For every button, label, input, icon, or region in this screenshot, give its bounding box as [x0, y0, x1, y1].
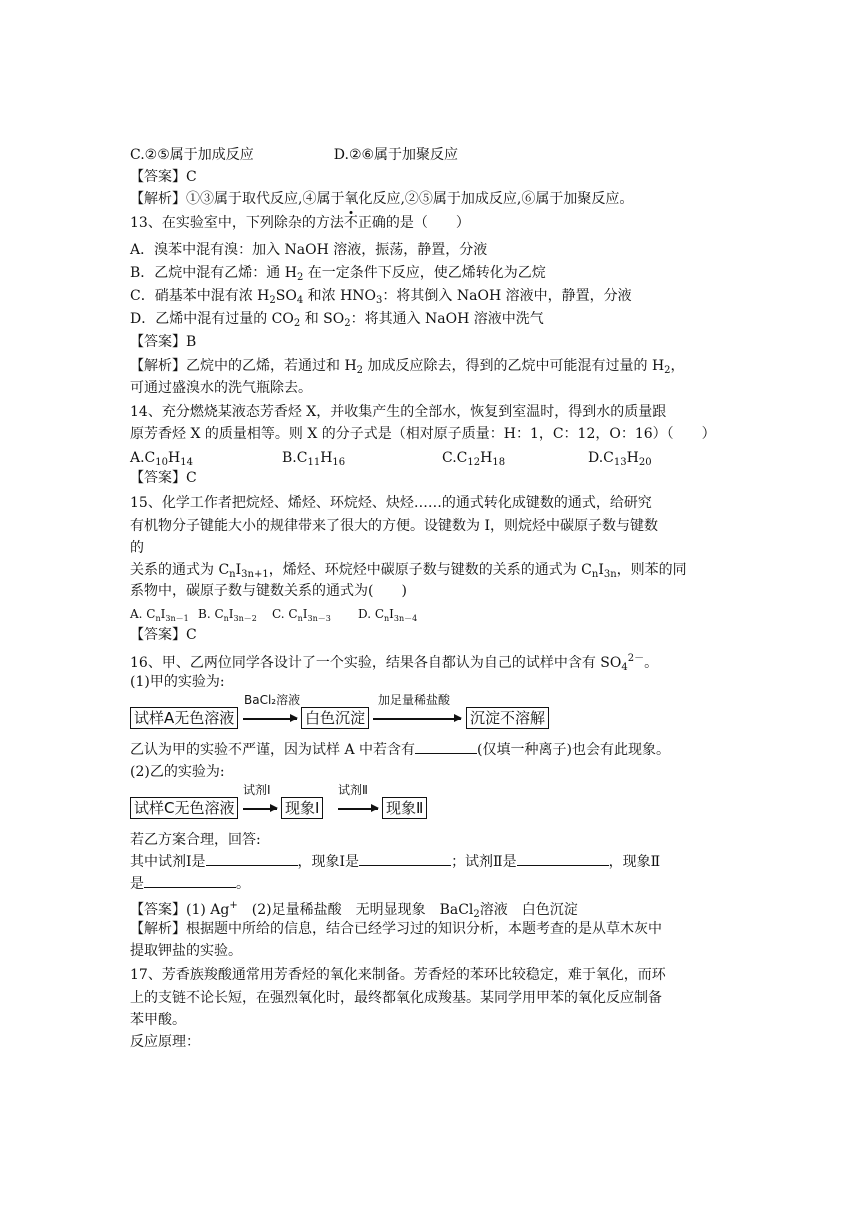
- q16-q-is: 是: [130, 876, 144, 892]
- q16-stem-end: 。: [644, 655, 659, 671]
- q16-q-end: 。: [236, 876, 250, 892]
- q17-stem-line2: 上的支链不论长短，在强烈氧化时，最终都氧化成羧基。某同学用甲苯的氧化反应制备: [130, 990, 662, 1006]
- flow2-arrow2-label: 试剂Ⅱ: [338, 783, 368, 797]
- q15-d-i: I: [389, 607, 394, 621]
- q13-analysis-mid: 加成反应除去，得到的乙烷中可能混有过量的 H: [363, 358, 665, 374]
- q14-answer: 【答案】C: [130, 470, 197, 486]
- q16-q-reagent1: 其中试剂Ⅰ是: [130, 854, 206, 870]
- q16-q-reagent2: ；试剂Ⅱ是: [451, 854, 517, 870]
- q14-b-s1: 11: [307, 457, 321, 468]
- q14-d-s1: 13: [613, 457, 627, 468]
- q15-b-n: n: [223, 614, 229, 623]
- q14-option-c: [442, 447, 505, 474]
- q14-option-b: [282, 447, 345, 474]
- flow1-box-sample: 试样A无色溶液: [130, 707, 238, 729]
- q15-l4-mid: ，烯烃、环烷烃中碳原子数与键数的关系的通式为 C: [268, 562, 592, 578]
- q14-option-d: [588, 447, 652, 474]
- q15-answer: 【答案】C: [130, 627, 197, 643]
- q13-d-text: D．乙烯中混有过量的 CO: [130, 311, 294, 327]
- q16-q-phenomenon2: ，现象Ⅱ: [608, 854, 661, 870]
- q14-c-h: H: [480, 450, 493, 466]
- q14-stem-line1: 14、充分燃烧某液态芳香烃 X，并收集产生的全部水，恢复到室温时，得到水的质量跟: [130, 404, 667, 420]
- q13-b-text: B．乙烷中混有乙烯：通 H: [130, 265, 297, 281]
- q14-stem-line2: 原芳香烃 X 的质量相等。则 X 的分子式是（相对原子质量：H：1，C：12，O：16）（ ）: [130, 426, 716, 442]
- q13-analysis-sub1: 2: [356, 365, 364, 376]
- q12-options: [130, 144, 458, 166]
- q14-a-c: A.C: [130, 450, 156, 466]
- q12-answer: 【答案】C: [130, 169, 197, 185]
- q13-b-sub: 2: [296, 272, 304, 283]
- q15-l4-i1: I: [235, 562, 242, 578]
- q15-a-n: n: [155, 614, 161, 623]
- q16-answer-text: 【答案】(1) Ag: [130, 902, 230, 918]
- q15-stem-line2: 有机物分子键能大小的规律带来了很大的方便。设键数为 I，则烷烃中碳原子数与键数: [130, 518, 658, 534]
- q13-stem-text: 13、在实验室中，下列除杂的方法: [130, 215, 344, 231]
- q15-l4-text: 关系的通式为 C: [130, 562, 230, 578]
- q14-d-s2: 20: [638, 457, 652, 468]
- flow1-box-result: 沉淀不溶解: [466, 707, 549, 729]
- q14-c-s2: 18: [492, 457, 506, 468]
- q15-stem-line5: 系物中，碳原子数与键数关系的通式为( ): [130, 583, 407, 599]
- q12-analysis: 【解析】①③属于取代反应,④属于氧化反应,②⑤属于加成反应,⑥属于加聚反应。: [130, 191, 634, 207]
- flow2-box-phenomenon1: 现象Ⅰ: [281, 797, 323, 819]
- flow2-box-sample: 试样C无色溶液: [130, 797, 238, 819]
- flow1-box-precipitate: 白色沉淀: [301, 707, 369, 729]
- q13-c-sub3: 3: [376, 295, 383, 306]
- flow1-arrow2-label: 加足量稀盐酸: [378, 693, 451, 707]
- q15-option-d: [358, 603, 417, 630]
- q13-d-sub2: 2: [344, 318, 351, 329]
- q16-stem-sup: 2－: [627, 653, 645, 664]
- q16-stem-text: 16、甲、乙两位同学各设计了一个实验，结果各自都认为自己的试样中含有 SO: [130, 655, 622, 671]
- q13-c-sub2: 4: [296, 295, 304, 306]
- q13-c-sub1: 2: [269, 295, 276, 306]
- q16-analysis-line2: 提取钾盐的实验。: [130, 943, 242, 959]
- flow2-arrow1-label: 试剂Ⅰ: [243, 783, 271, 797]
- q15-l4-i2: I: [598, 562, 604, 578]
- q15-stem-line1: 15、化学工作者把烷烃、烯烃、环烷烃、炔烃……的通式转化成键数的通式，给研究: [130, 495, 652, 511]
- q13-emphasis-dot: 不: [343, 215, 358, 231]
- q13-stem: [130, 212, 470, 234]
- q15-c-i: I: [302, 607, 308, 621]
- q13-analysis-text: 【解析】乙烷中的乙烯，若通过和 H: [130, 358, 357, 374]
- q13-d-end: ：将其通入 NaOH 溶液中洗气: [350, 311, 544, 327]
- q16-yi-note-end: (仅填一种离子)也会有此现象。: [477, 742, 670, 758]
- flow1-arrow1-label: BaCl₂溶液: [244, 693, 301, 707]
- q15-b-i: I: [228, 607, 234, 621]
- q13-option-a: A．溴苯中混有溴：加入 NaOH 溶液，振荡，静置，分液: [130, 242, 488, 258]
- q16-questions-line2: [130, 873, 250, 895]
- q15-b-s: 3n－2: [233, 614, 257, 623]
- q16-answer-sup: +: [229, 900, 238, 911]
- q16-analysis-line1: 【解析】根据题中所给的信息，结合已经学习过的知识分析，本题考查的是从草木灰中: [130, 921, 662, 937]
- answer-blank-phenomenon2[interactable]: [144, 873, 236, 888]
- q16-yi-note-text: 乙认为甲的实验不严谨，因为试样 A 中若含有: [130, 742, 416, 758]
- q15-b-c: B. C: [198, 607, 224, 621]
- q13-c-end: ：将其倒入 NaOH 溶液中，静置，分液: [382, 288, 632, 304]
- q15-l4-end: ，则苯的同: [616, 562, 687, 578]
- q15-d-c: D. C: [358, 607, 385, 621]
- q12-option-d: D.②⑥属于加聚反应: [333, 147, 459, 163]
- q16-q-phenomenon1: ，现象Ⅰ是: [297, 854, 360, 870]
- answer-blank-phenomenon1[interactable]: [359, 851, 451, 866]
- q16-jia-title: (1)甲的实验为:: [130, 674, 225, 690]
- q14-a-h: H: [168, 450, 181, 466]
- q14-b-c: B.C: [282, 450, 308, 466]
- q16-stem-sub: 4: [621, 662, 628, 673]
- q14-b-h: H: [320, 450, 333, 466]
- q16-condition: 若乙方案合理，回答:: [130, 832, 261, 848]
- q15-option-c: [272, 603, 331, 630]
- flow1-arrow2: [373, 718, 461, 720]
- flow2-arrow2: [338, 808, 378, 810]
- q14-c-c: C.C: [442, 450, 468, 466]
- q15-option-b: [198, 603, 257, 630]
- q15-c-s: 3n－3: [307, 614, 331, 623]
- answer-blank-reagent1[interactable]: [206, 851, 298, 866]
- q15-c-c: C. C: [272, 607, 298, 621]
- q13-stem-end: 正确的是（ ）: [357, 215, 470, 231]
- q13-analysis-line2: 可通过盛溴水的洗气瓶除去。: [130, 380, 312, 396]
- flow2-arrow1: [243, 808, 277, 810]
- q16-yi-title: (2)乙的实验为:: [130, 764, 225, 780]
- q13-c-text: C．硝基苯中混有浓 H: [130, 288, 270, 304]
- answer-blank-reagent2[interactable]: [517, 851, 609, 866]
- q13-c-mid: SO: [275, 288, 297, 304]
- q15-c-n: n: [297, 614, 303, 623]
- q14-d-h: H: [626, 450, 639, 466]
- flow1-arrow1: [243, 718, 297, 720]
- q17-stem-line1: 17、芳香族羧酸通常用芳香烃的氧化来制备。芳香烃的苯环比较稳定，难于氧化，而环: [130, 967, 666, 983]
- q16-answer-mid: (2)足量稀盐酸 无明显现象 BaCl: [237, 902, 474, 918]
- q17-stem-line3: 苯甲酸。: [130, 1012, 186, 1028]
- flow2-box-phenomenon2: 现象Ⅱ: [382, 797, 427, 819]
- q14-b-s2: 16: [332, 457, 346, 468]
- answer-blank-ion[interactable]: [415, 739, 477, 754]
- q13-c-post: 和浓 HNO: [303, 288, 377, 304]
- q15-a-c: A. C: [130, 607, 156, 621]
- q15-a-i: I: [160, 607, 166, 621]
- q15-l4-s3: n: [591, 569, 599, 580]
- q16-questions-line1: [130, 851, 660, 873]
- q13-d-mid: 和 SO: [300, 311, 345, 327]
- q13-analysis-sub2: 2: [664, 365, 671, 376]
- q15-l4-s1: n: [229, 569, 236, 580]
- q14-a-s1: 10: [155, 457, 169, 468]
- q15-d-n: n: [384, 614, 390, 623]
- q16-answer-end: 溶液 白色沉淀: [479, 902, 578, 918]
- q12-option-c: C.②⑤属于加成反应: [130, 147, 254, 163]
- q15-l4-s2: 3n+1: [241, 569, 269, 580]
- q15-l4-s4: 3n: [603, 569, 617, 580]
- q13-b-end: 在一定条件下反应，使乙烯转化为乙烷: [303, 265, 546, 281]
- q13-d-sub1: 2: [293, 318, 301, 329]
- q14-c-s1: 12: [467, 457, 481, 468]
- q14-a-s2: 14: [180, 457, 193, 468]
- q16-yi-note: [130, 739, 670, 761]
- q15-stem-line3: 的: [130, 540, 144, 556]
- q14-d-c: D.C: [588, 450, 614, 466]
- q17-stem-line4: 反应原理：: [130, 1034, 200, 1050]
- q13-answer: 【答案】B: [130, 334, 197, 350]
- q15-a-s: 3n－1: [165, 614, 189, 623]
- q13-analysis-end: ，: [670, 358, 685, 374]
- q15-d-s: 3n－4: [393, 614, 418, 623]
- q16-answer-sub: 2: [473, 909, 480, 920]
